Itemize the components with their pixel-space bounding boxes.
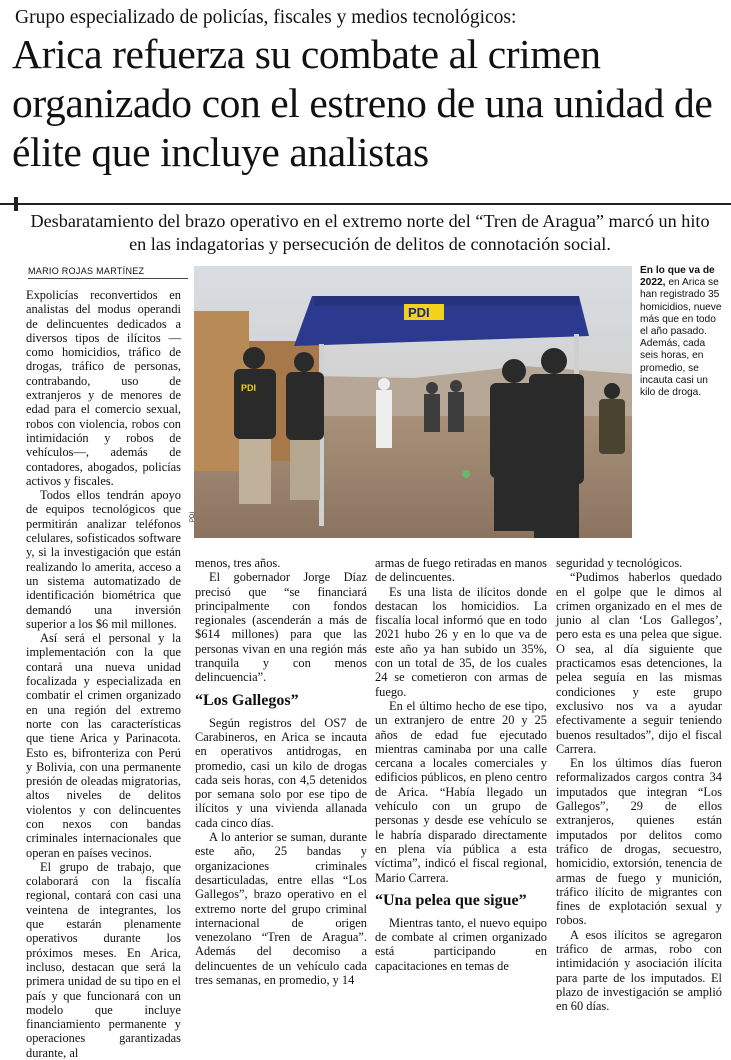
- byline-rule: [28, 278, 188, 279]
- paragraph: “Pudimos haberlos quedado en el golpe que le dimos al crimen organizado en el mes de junio al clan ‘Los Gallegos’, pero esta es una pelea que sigue. O sea, al día siguiente que practicamos esas detenciones, la pelea seguía en las mismas condiciones y este grupo exclusivo nos va a ayudar efectivamente a seguir teniendo buenos resultados”, dijo el fiscal Carrera.: [556, 570, 722, 756]
- body-column-3: [375, 556, 547, 973]
- subhead-los-gallegos: “Los Gallegos”: [195, 691, 299, 709]
- fact-box-text: en Arica se han registrado 35 homicidios, nueve más que en todo el año pasado. Además, cada seis horas, en promedio, se incauta casi un kilo de droga.: [640, 277, 722, 399]
- paragraph: El gobernador Jorge Díaz precisó que “se financiará principalmente con fondos regionales (ascenderán a más de $614 millones) para que las personas vivan en una región más tranquila y con menos delincuencia”.: [195, 570, 367, 685]
- kicker: Grupo especializado de policías, fiscales y medios tecnológicos:: [15, 7, 517, 28]
- headline: Arica refuerza su combate al crimen organizado con el estreno de una unidad de élite que incluye analistas: [12, 31, 713, 175]
- paragraph: El grupo de trabajo, que colaborará con la fiscalía regional, contará con casi una veintena de integrantes, los que estarán plenamente operativos durante los próximos meses. En Arica, incluso, destacan que será la primera unidad de su tipo en el país y que funcionará con un modelo que incluye financiamiento permanente y operaciones garantizadas durante, al: [26, 859, 181, 1060]
- dek: Desbaratamiento del brazo operativo en el extremo norte del “Tren de Aragua” marcó un hito en las indagatorias y persecución de delitos de connotación social.: [30, 211, 710, 254]
- subhead-una-pelea: “Una pelea que sigue”: [375, 891, 527, 909]
- paragraph: seguridad y tecnológicos.: [556, 556, 683, 570]
- paragraph: armas de fuego retiradas en manos de delincuentes.: [375, 556, 547, 585]
- paragraph: A lo anterior se suman, durante este año, 25 bandas y organizaciones criminales desarticuladas, entre ellas “Los Gallegos”, brazo operativo en el extremo norte del grupo criminal internacional de origen venezolano “Tren de Aragua”. Además del decomiso a delincuentes de un vehículo cada tres semanas, en promedio, y 14: [195, 830, 367, 988]
- body-column-2: [195, 556, 367, 987]
- paragraph: menos, tres años.: [195, 556, 281, 570]
- fact-box: [640, 265, 724, 399]
- photo-credit: PDI: [190, 511, 196, 522]
- fact-box-lead: En lo que va de 2022,: [640, 265, 715, 289]
- paragraph: Es una lista de ilícitos donde destacan los homicidios. La fiscalía local informó que en todo 2021 hubo 26 y en lo que va de este año ya han subido un 35%, con un total de 35, de los cuales 24 se cometieron con armas de fuego.: [375, 584, 547, 699]
- dek-divider: [0, 203, 731, 205]
- vest-text: PDI: [241, 383, 257, 393]
- paragraph: Así será el personal y la implementación con la que contará una nueva unidad focalizada y especializada en combatir el crimen organizado en una región del extremo norte con las características que tiene Arica y Parinacota. Esto es, bifronteriza con Perú y Bolivia, con una permanente presión de oleadas migratorias, altos niveles de delitos violentos y con delincuentes con nexos con bandas criminales internacionales que operan en países vecinos.: [26, 631, 181, 860]
- paragraph: Todos ellos tendrán apoyo de equipos tecnológicos que permitirán analizar teléfonos celulares, sofisticados software y, si la investigación que están realizando lo amerita, acceso a un sistema automatizado de identificación biométrica que demandó una inversión superior a los $6 mil millones.: [26, 488, 181, 631]
- paragraph: A esos ilícitos se agregaron tráfico de armas, robo con intimidación y asociación ilícita para parte de los imputados. El plazo de investigación se amplió en 60 días.: [556, 927, 722, 1014]
- body-column-4: [556, 556, 722, 1014]
- paragraph: En los últimos días fueron reformalizados cargos contra 34 imputados que integran “Los Gallegos”, 29 de ellos extranjeros, quienes están imputados por delitos como tráfico de drogas, secuestro, homicidio, extorsión, tenencia de armas de fuego y munición, tráfico ilícito de migrantes con fines de explotación sexual y robos.: [556, 756, 722, 928]
- byline: MARIO ROJAS MARTÍNEZ: [28, 266, 145, 276]
- paragraph: Según registros del OS7 de Carabineros, en Arica se incauta en operativos antidrogas, en promedio, casi un kilo de drogas cada seis horas, con 4,5 detenidos por semana solo por ese tipo de ilícitos y una vivienda allanada cada cinco días.: [195, 715, 367, 830]
- article-photo: [194, 266, 632, 538]
- paragraph: Mientras tanto, el nuevo equipo de combate al crimen organizado está participando en capacitaciones en temas de: [375, 915, 547, 973]
- paragraph: Expolicías reconvertidos en analistas del modus operandi de delincuentes dedicados a diversos tipos de ilícitos —como homicidios, tráfico de drogas, tráfico de personas, contrabando, uso de extranjeros y de menores de edad para el comercio sexual, robos con violencia, robos con intimidación y robos de vehículos—, además de contadores, abogados, policías activos y fiscales.: [26, 288, 181, 488]
- body-column-1: [26, 288, 181, 1060]
- tent-logo-text: PDI: [408, 305, 430, 320]
- paragraph: En el último hecho de ese tipo, un extranjero de entre 20 y 25 años de edad fue ejecutado mientras caminaba por una calle cercana a locales comerciales y edificios públicos, en pleno centro de Arica. “Había llegado un vehículo con un grupo de personas y desde ese vehículo se le habría disparado directamente en plena vía pública a esta víctima”, indicó el fiscal regional, Mario Carrera.: [375, 698, 547, 885]
